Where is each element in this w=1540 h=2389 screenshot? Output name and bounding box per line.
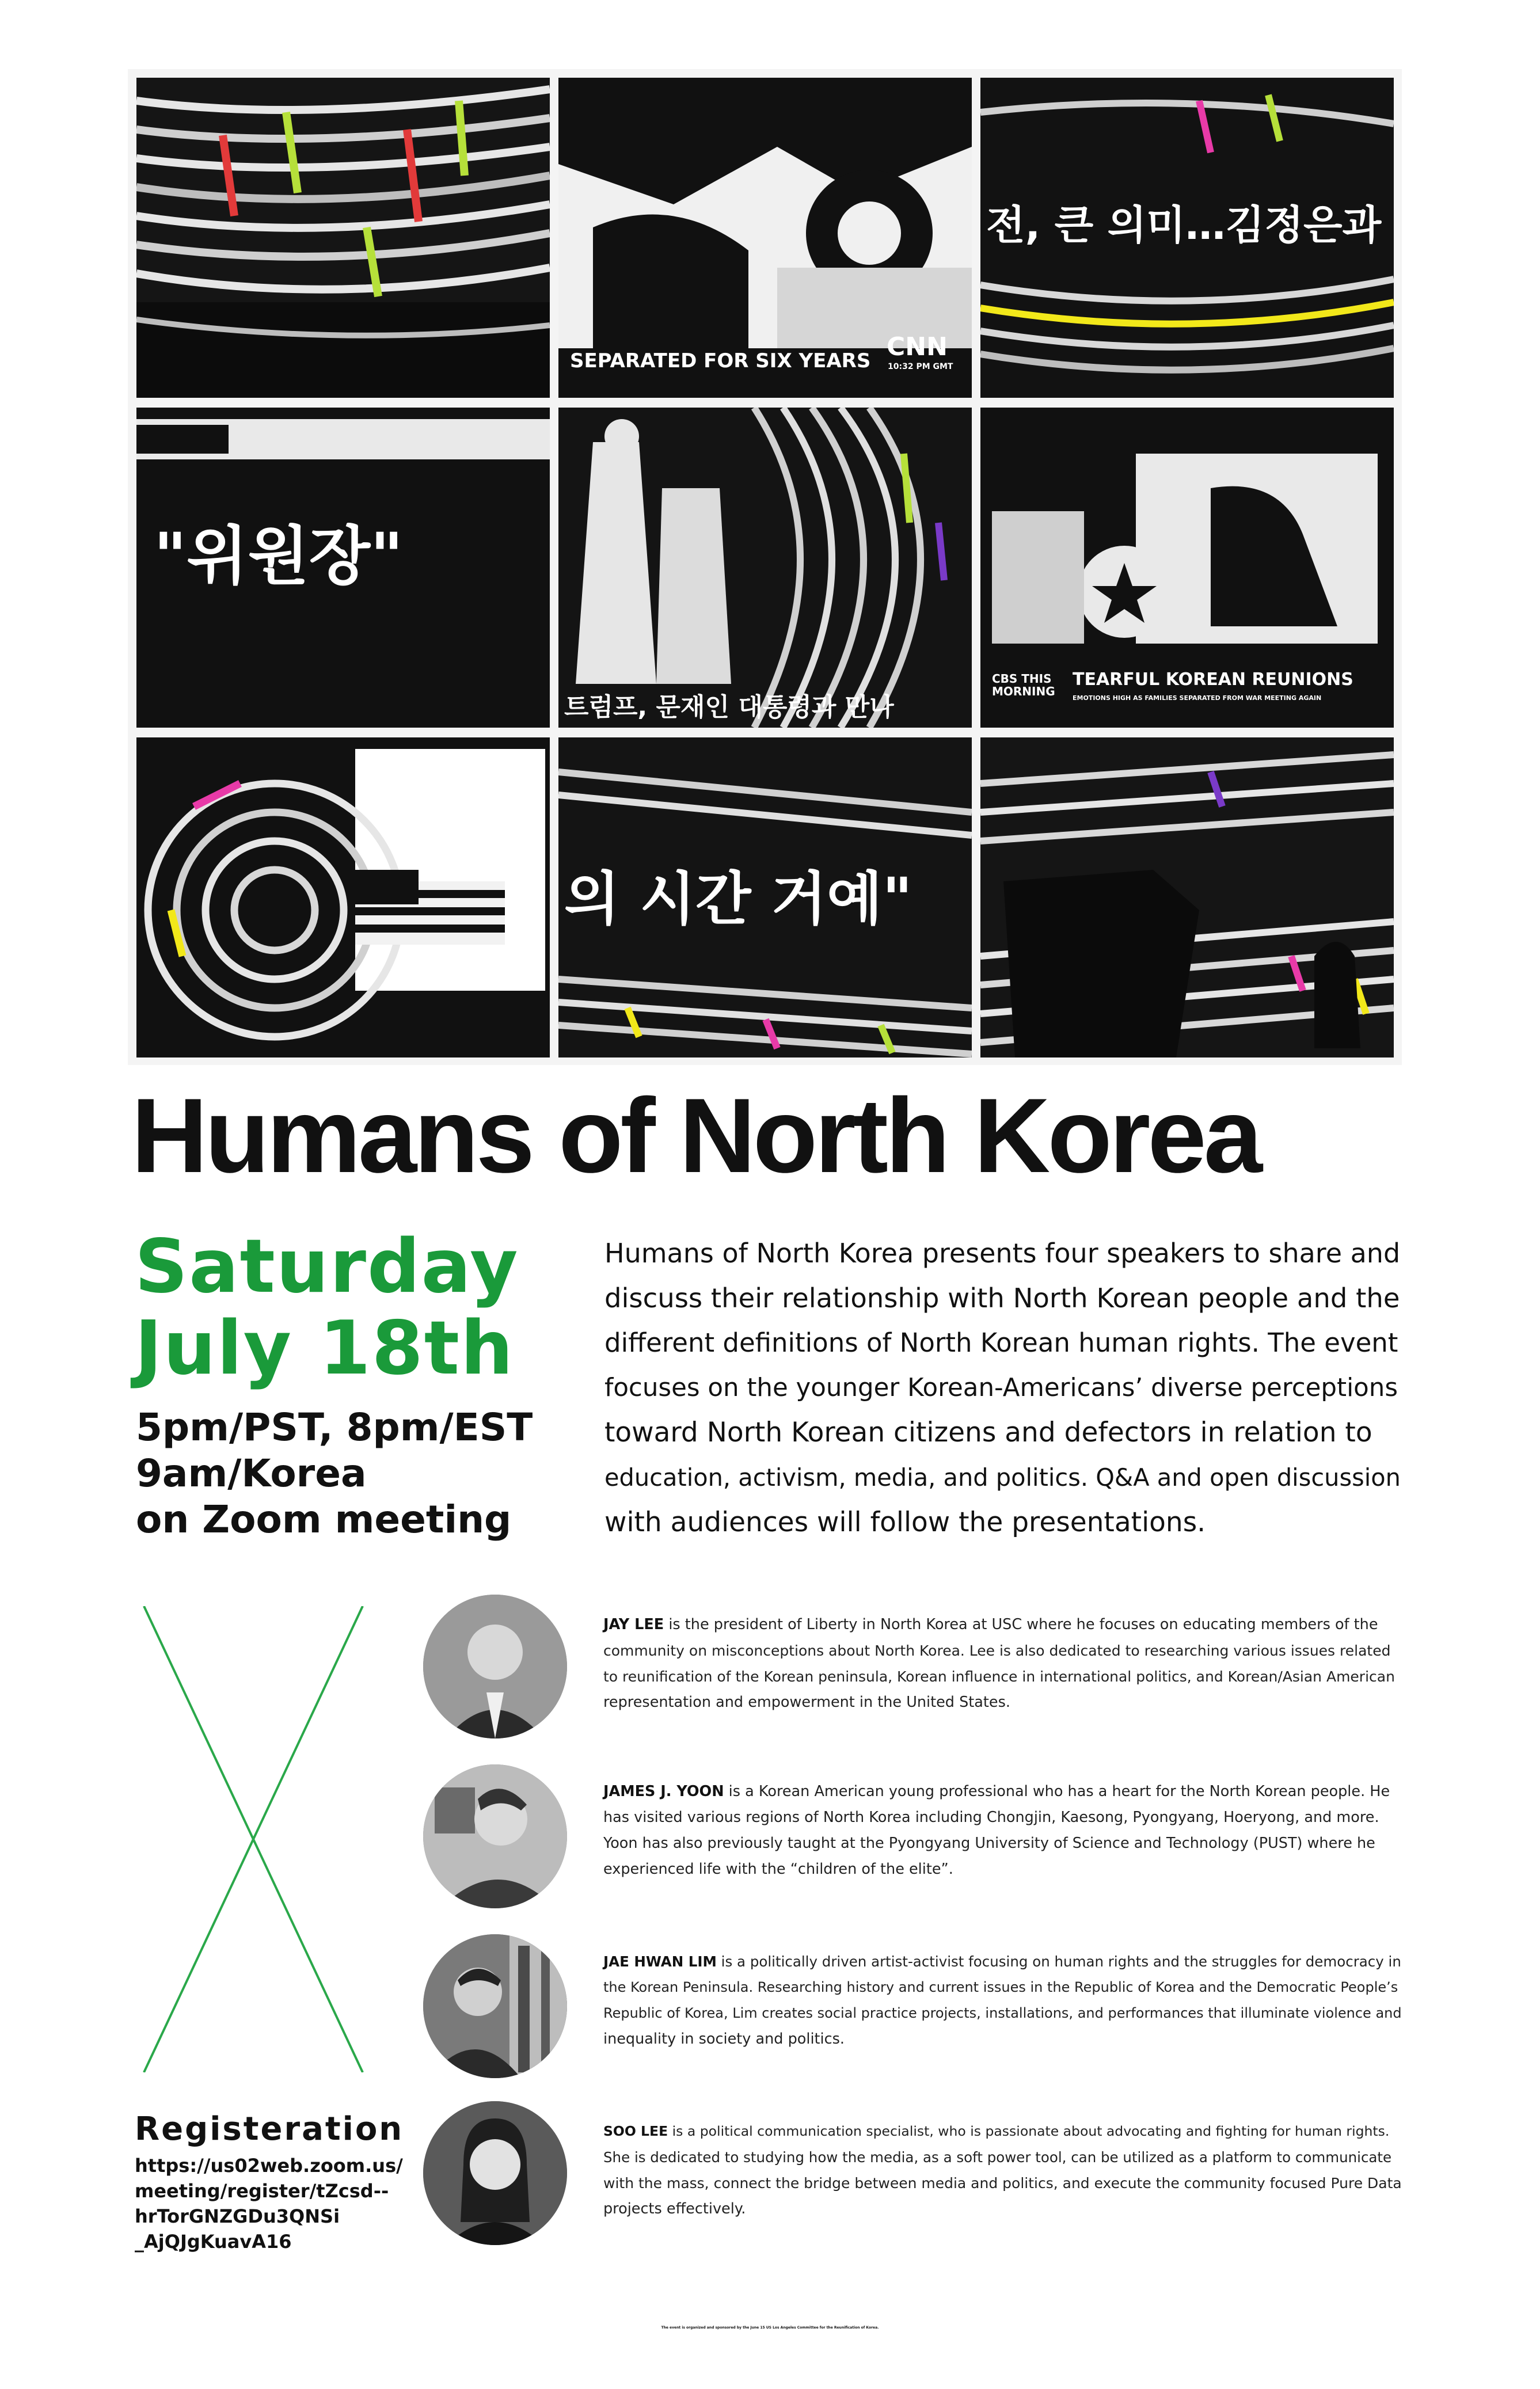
- caption-korean-quote: "위원장": [154, 519, 404, 593]
- bio-line: Yoon has also previously taught at the Pyongyang University of Science and Technology (PUST) where he: [603, 1835, 1375, 1852]
- bio-line: has visited various regions of North Korea including Chongjin, Kaesong, Pyongyang, Hoeryong, and more.: [603, 1809, 1379, 1826]
- bio-line: projects effectively.: [603, 2200, 746, 2217]
- bio-jay-lee: JAY LEE is the president of Liberty in North Korea at USC where he focuses on educating members of the community on misconceptions about North Korea. Lee is also dedicated to researching various issues related to reunification of the Korean peninsula, Korean influence in international politics, and Korean/Asian American representation and empowerment in the United States.: [603, 1612, 1405, 1715]
- collage-tile-4: [136, 408, 550, 728]
- green-x-graphic: [132, 1606, 374, 2072]
- poster-title: Humans of North Korea: [131, 1076, 1260, 1194]
- collage-tile-7: [136, 737, 550, 1057]
- registration-url-line[interactable]: hrTorGNZGDu3QNSi: [135, 2205, 340, 2227]
- description-line: focuses on the younger Korean-Americans’ diverse perceptions: [604, 1374, 1398, 1402]
- speaker-name: JAMES J. YOON: [603, 1783, 724, 1800]
- collage-tile-3: [980, 78, 1394, 398]
- bio-jae-hwan-lim: JAE HWAN LIM is a politically driven artist-activist focusing on human rights and the struggles for democracy in the Korean Peninsula. Researching history and current issues in the Republic of Korea and the Democratic People’s Republic of Korea, Lim creates social practice projects, installations, and performances that illuminate violence and inequality in society and politics.: [603, 1949, 1405, 2052]
- speaker-name: JAE HWAN LIM: [603, 1953, 717, 1970]
- bio-soo-lee: SOO LEE is a political communication specialist, who is passionate about advocating and fighting for human rights. She is dedicated to studying how the media, as a soft power tool, can be utilized as a platform to communicate with the mass, connect the bridge between media and politics, and execute the community focused Pure Data projects effectively.: [603, 2118, 1405, 2222]
- venue-line: on Zoom meeting: [136, 1497, 512, 1542]
- event-date: [135, 1226, 572, 1390]
- collage-tile-2: [558, 78, 972, 398]
- registration-link[interactable]: [135, 2153, 404, 2254]
- caption-network: CNN: [887, 332, 948, 362]
- caption-korean-top: 전, 큰 의미…김정은과: [986, 201, 1382, 249]
- bio-james-yoon: JAMES J. YOON is a Korean American young professional who has a heart for the North Korean people. He has visited various regions of North Korea including Chongjin, Kaesong, Pyongyang, Hoeryong, and more. Yoon has also previously taught at the Pyongyang University of Science and Technology (PUST) where he experienced life with the “children of the elite”.: [603, 1779, 1405, 1882]
- bio-line: with the mass, connect the bridge between media and politics, and execute the community focused Pure Data: [603, 2175, 1402, 2192]
- caption-network-time: 10:32 PM GMT: [888, 362, 953, 371]
- description-line: education, activism, media, and politics. Q&A and open discussion: [604, 1463, 1401, 1492]
- registration-url-line[interactable]: meeting/register/tZcsd--: [135, 2180, 389, 2202]
- description-line: with audiences will follow the presentations.: [604, 1507, 1206, 1538]
- bio-line: the Korean Peninsula. Researching history and current issues in the Republic of Korea and the Democratic People’s: [603, 1979, 1398, 1995]
- event-description: [604, 1231, 1405, 1545]
- event-times: [136, 1405, 533, 1543]
- collage-tile-1: [136, 78, 550, 398]
- avatar-james-yoon: [423, 1764, 567, 1908]
- bio-line: representation and empowerment in the United States.: [603, 1694, 1010, 1711]
- caption-tearful-sub: EMOTIONS HIGH AS FAMILIES SEPARATED FROM WAR MEETING AGAIN: [1073, 694, 1322, 702]
- bio-line: to reunification of the Korean peninsula, Korean influence in international politics, and Korean/Asian American: [603, 1668, 1395, 1685]
- collage-tile-8: [558, 737, 972, 1057]
- collage-tile-9: [980, 737, 1394, 1057]
- caption-korean-mid: 트럼프, 문재인 대통령과 만나: [564, 693, 894, 722]
- bio-line: experienced life with the “children of the elite”.: [603, 1861, 953, 1878]
- avatar-jae-hwan-lim: [423, 1934, 567, 2078]
- speaker-name: SOO LEE: [603, 2123, 668, 2139]
- description-line: different definitions of North Korean human rights. The event: [604, 1327, 1398, 1358]
- description-line: Humans of North Korea presents four speakers to share and: [604, 1238, 1401, 1269]
- caption-tearful: TEARFUL KOREAN REUNIONS: [1073, 669, 1353, 690]
- photo-collage: [128, 69, 1402, 1065]
- registration-block: [135, 2109, 404, 2254]
- avatar-soo-lee: [423, 2101, 567, 2245]
- collage-tile-6: [980, 408, 1394, 728]
- speaker-name: JAY LEE: [603, 1616, 664, 1633]
- collage-tile-5: [558, 408, 972, 728]
- registration-url-line[interactable]: _AjQJgKuavA16: [135, 2231, 292, 2253]
- date-month: July 18th: [135, 1306, 515, 1391]
- registration-url-line[interactable]: https://us02web.zoom.us/: [135, 2155, 403, 2177]
- bio-line: Republic of Korea, Lim creates social practice projects, installations, and performances that illuminate violence and: [603, 2005, 1402, 2021]
- caption-separated: SEPARATED FOR SIX YEARS: [570, 349, 871, 372]
- caption-cbs: CBS THIS MORNING: [992, 672, 1055, 698]
- bio-line: inequality in society and politics.: [603, 2030, 845, 2048]
- avatar-jay-lee: [423, 1595, 567, 1739]
- description-line: toward North Korean citizens and defectors in relation to: [604, 1417, 1372, 1448]
- bio-line: She is dedicated to studying how the media, as a soft power tool, can be utilized as a platform to communicate: [603, 2149, 1392, 2166]
- date-day: Saturday: [135, 1224, 519, 1310]
- caption-korean-bottom: 의 시간 거예": [564, 865, 912, 933]
- description-line: discuss their relationship with North Korean people and the: [604, 1283, 1400, 1314]
- bio-line: community on misconceptions about North Korea. Lee is also dedicated to researching various issues related: [603, 1642, 1391, 1659]
- sponsor-footer: The event is organized and sponsored by the June 15 US Los Angeles Committee for the Reunification of Korea.: [661, 2326, 879, 2330]
- time-line-us: 5pm/PST, 8pm/EST: [136, 1405, 533, 1450]
- time-line-korea: 9am/Korea: [136, 1451, 367, 1496]
- registration-label: Registeration: [135, 2110, 404, 2148]
